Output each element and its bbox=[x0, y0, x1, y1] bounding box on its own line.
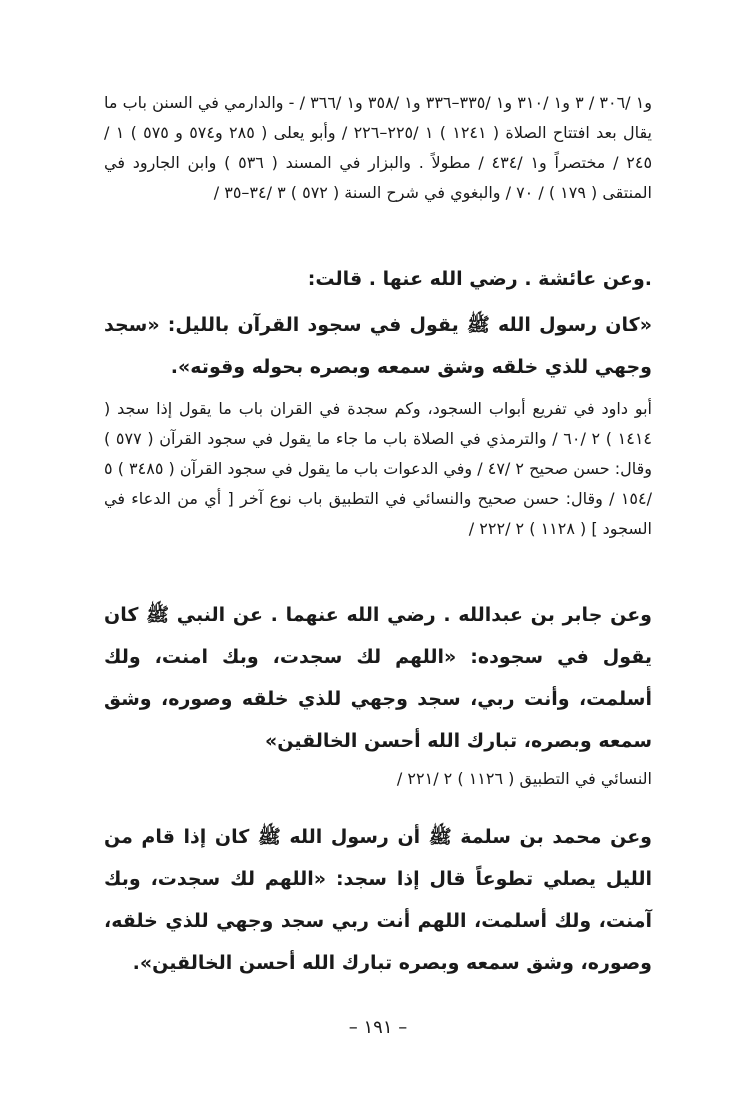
hadith-aisha-text: «كان رسول الله ﷺ يقول في سجود القرآن بالليل: «سجد وجهي للذي خلقه وشق سمعه وبصره بحوله وقوته». bbox=[104, 314, 652, 378]
page-number: – ١٩١ – bbox=[348, 1017, 408, 1038]
footnote-aisha: أبو داود في تفريع أبواب السجود، وكم سجدة في القران باب ما يقول إذا سجد ( ١٤١٤ ) ٢ /٦٠ / والترمذي في الصلاة باب ما جاء ما يقول في سجود القرآن ( ٥٧٧ ) وقال: حسن صحيح ٢ /٤٧ / وفي الدعوات باب ما يقول في سجود القرآن ( ٣٤٨٥ ) ٥ /١٥٤ / وقال: حسن صحيح والنسائي في التطبيق باب نوع آخر [ أي من الدعاء في السجود ] ( ١١٢٨ ) ٢ /٢٢٢ / bbox=[104, 399, 652, 538]
hadith-aisha-intro: .وعن عائشة . رضي الله عنها . قالت: bbox=[307, 268, 652, 290]
hadith-maslama-text: وعن محمد بن سلمة ﷺ أن رسول الله ﷺ كان إذا قام من الليل يصلي تطوعاً قال إذا سجد: «اللهم لك سجدت، وبك آمنت، ولك أسلمت، اللهم أنت ربي سجد وجهي للذي خلقه، وصوره، وشق سمعه وبصره تبارك الله أحسن الخالقين». bbox=[104, 826, 652, 974]
hadith-jabir-text: وعن جابر بن عبدالله . رضي الله عنهما . عن النبي ﷺ كان يقول في سجوده: «اللهم لك سجدت، وبك امنت، ولك أسلمت، وأنت ربي، سجد وجهي للذي خلقه وصوره، وشق سمعه وبصره، تبارك الله أحسن الخالقين» bbox=[104, 604, 652, 752]
footnote-jabir: النسائي في التطبيق ( ١١٢٦ ) ٢ /٢٢١ / bbox=[396, 769, 652, 788]
footnote-top: و١ /٣٠٦ / ٣ و١ /٣١٠ و١ /٣٣٥–٣٣٦ و١ /٣٥٨ و١ /٣٦٦ / - والدارمي في السنن باب ما يقال بعد افتتاح الصلاة ( ١٢٤١ ) ١ /٢٢٥–٢٢٦ / وأبو يعلى ( ٢٨٥ و٥٧٤ و ٥٧٥ ) ١ /٢٤٥ / مختصراً و١ /٤٣٤ / مطولاً . والبزار في المسند ( ٥٣٦ ) وابن الجارود في المنتقى ( ١٧٩ ) / ٧٠ / والبغوي في شرح السنة ( ٥٧٢ ) ٣ /٣٤–٣٥ / bbox=[104, 93, 653, 202]
